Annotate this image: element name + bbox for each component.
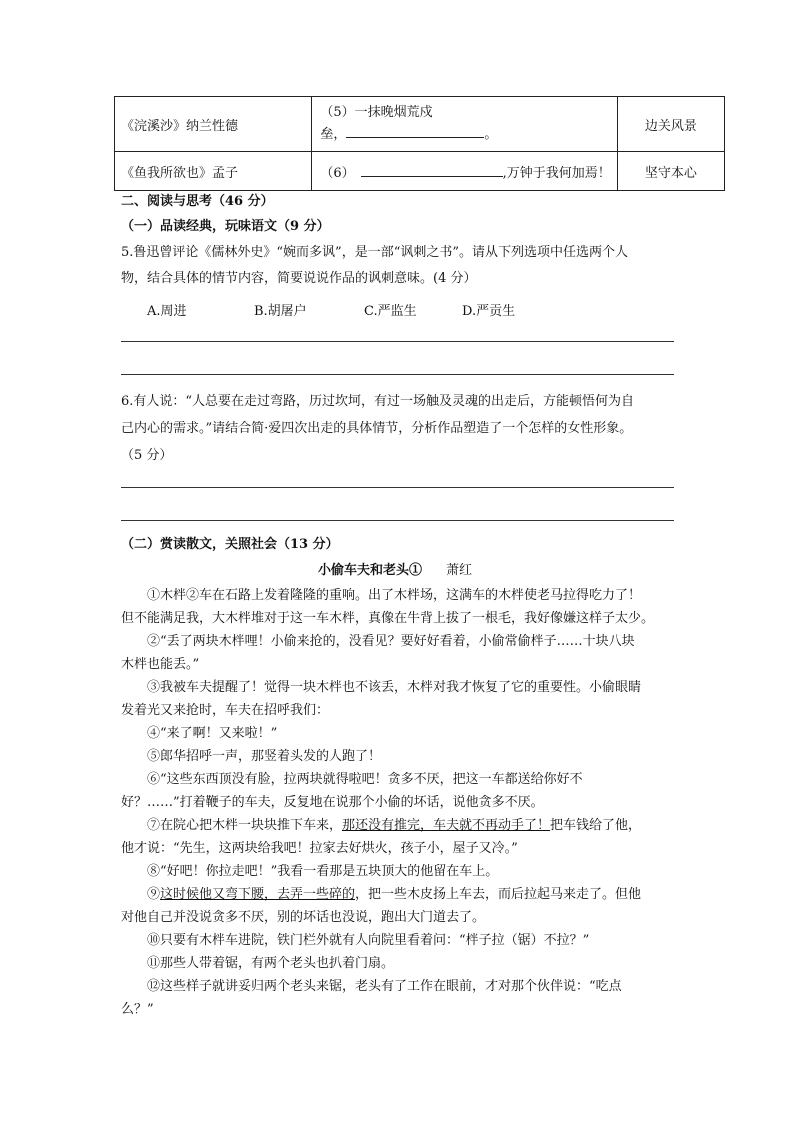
option-b: B.胡屠户 (254, 304, 307, 319)
paragraph-line: ⑪那些人带着锯，有两个老头也扒着门扇。 (147, 956, 395, 971)
paragraph-line: ④“来了啊！又来啦！” (147, 726, 278, 741)
underlined-sentence: 这时候他又弯下腰，去弄一些碎的 (160, 887, 356, 902)
poem-line: （5）一抹晚烟荒戍 (320, 105, 433, 120)
poem-line: 垒， (320, 127, 347, 142)
question-6-line: 6.有人说：“人总要在走过弯路，历过坎坷，有过一场触及灵魂的出走后，方能顿悟何为自 (121, 394, 635, 409)
paragraph-line: 好？……”打着鞭子的车夫，反复地在说那个小偷的坏话，说他贪多不厌。 (121, 795, 544, 810)
paragraph-line: 发着光又来抢时，车夫在招呼我们： (121, 703, 330, 718)
poem-title-cell: 《鱼我所欲也》孟子 (115, 152, 312, 191)
paragraph-line: ⑫这些样子就讲妥归两个老头来锯，老头有了工作在眼前，才对那个伙伴说：“吃点 (147, 979, 622, 994)
fill-in-blank[interactable] (346, 125, 484, 138)
poem-line-cell (312, 152, 618, 191)
poem-table (114, 96, 725, 191)
text-span: 把车钱给了他， (550, 818, 642, 833)
table-row (115, 97, 725, 152)
theme-cell: 边关风景 (617, 97, 724, 152)
paragraph-line: ⑥“这些东西顶没有脸，拉两块就得啦吧！贪多不厌，把这一车都送给你好不 (147, 772, 583, 787)
question-6-line: 己内心的需求。”请结合简·爱四次出走的具体情节，分析作品塑造了一个怎样的女性形象。 (121, 421, 633, 436)
answer-line[interactable] (121, 520, 674, 521)
paragraph-line: ②“丢了两块木柈哩！小偷来抢的，没看见？要好好看着，小偷常偷柈子……十块八块 (147, 634, 635, 649)
paragraph-line: 木柈也能丢。” (121, 657, 200, 672)
poem-line: 。 (484, 127, 498, 142)
paragraph-line (147, 886, 641, 904)
part-heading: （二）赏读散文，关照社会（13 分） (121, 537, 339, 552)
part-heading: （一）品读经典，玩味语文（9 分） (121, 219, 330, 234)
paragraph-line (147, 817, 641, 835)
paragraph-line: ③我被车夫提醒了！觉得一块木柈也不该丢，木柈对我才恢复了它的重要性。小偷眼睛 (147, 680, 642, 695)
text-span: ⑨ (147, 887, 161, 902)
poem-line: ,万钟于我何加焉！ (502, 165, 611, 181)
question-6-line: （5 分） (121, 448, 173, 463)
poem-line-cell (312, 97, 618, 152)
option-d: D.严贡生 (462, 304, 516, 319)
paragraph-line: ⑩只要有木柈车进院，铁门栏外就有人向院里看着问：“柈子拉（锯）不拉？” (147, 933, 590, 948)
underlined-sentence: 那还没有推完，车夫就不再动手了！ (342, 818, 551, 833)
text-span: ，把一些木皮扬上车去，而后拉起马来走了。但他 (355, 887, 642, 902)
table-row (115, 152, 725, 191)
theme-cell: 坚守本心 (617, 152, 724, 191)
essay-author: 萧红 (446, 563, 473, 578)
option-a: A.周进 (147, 304, 187, 319)
poem-line: （6） (320, 165, 355, 181)
answer-line[interactable] (121, 374, 674, 375)
paragraph-line: ⑤郎华招呼一声，那竖着头发的人跑了！ (147, 749, 382, 764)
poem-title-cell: 《浣溪沙》纳兰性德 (115, 97, 312, 152)
paragraph-line: ⑧“好吧！你拉走吧！”我看一看那是五块顶大的他留在车上。 (147, 864, 499, 879)
paragraph-line: 么？” (121, 1002, 154, 1017)
section-heading: 二、阅读与思考（46 分） (121, 194, 274, 209)
text-span: ⑦在院心把木柈一块块推下车来， (147, 818, 343, 833)
paragraph-line: ①木柈②车在石路上发着隆隆的重响。出了木柈场，这满车的木柈使老马拉得吃力了！ (147, 588, 642, 603)
paragraph-line: 对他自己并没说贪多不厌，别的坏话也没说，跑出大门道去了。 (121, 910, 486, 925)
question-5-line: 5.鲁迅曾评论《儒林外史》“婉而多讽”，是一部“讽刺之书”。请从下列选项中任选两个人 (121, 245, 628, 260)
answer-line[interactable] (121, 487, 674, 488)
fill-in-blank[interactable] (361, 164, 503, 177)
paragraph-line: 他才说：“先生，这两块给我吧！拉家去好烘火，孩子小，屋子又冷。” (121, 841, 518, 856)
answer-line[interactable] (121, 341, 674, 342)
question-5-line: 物，结合具体的情节内容，简要说说作品的讽刺意味。(4 分） (121, 271, 477, 286)
essay-title: 小偷车夫和老头① (318, 563, 423, 578)
paragraph-line: 但不能满足我，大木柈堆对于这一车木柈，真像在牛背上拔了一根毛，我好像嫌这样子太少。 (121, 611, 655, 626)
option-c: C.严监生 (364, 304, 417, 319)
